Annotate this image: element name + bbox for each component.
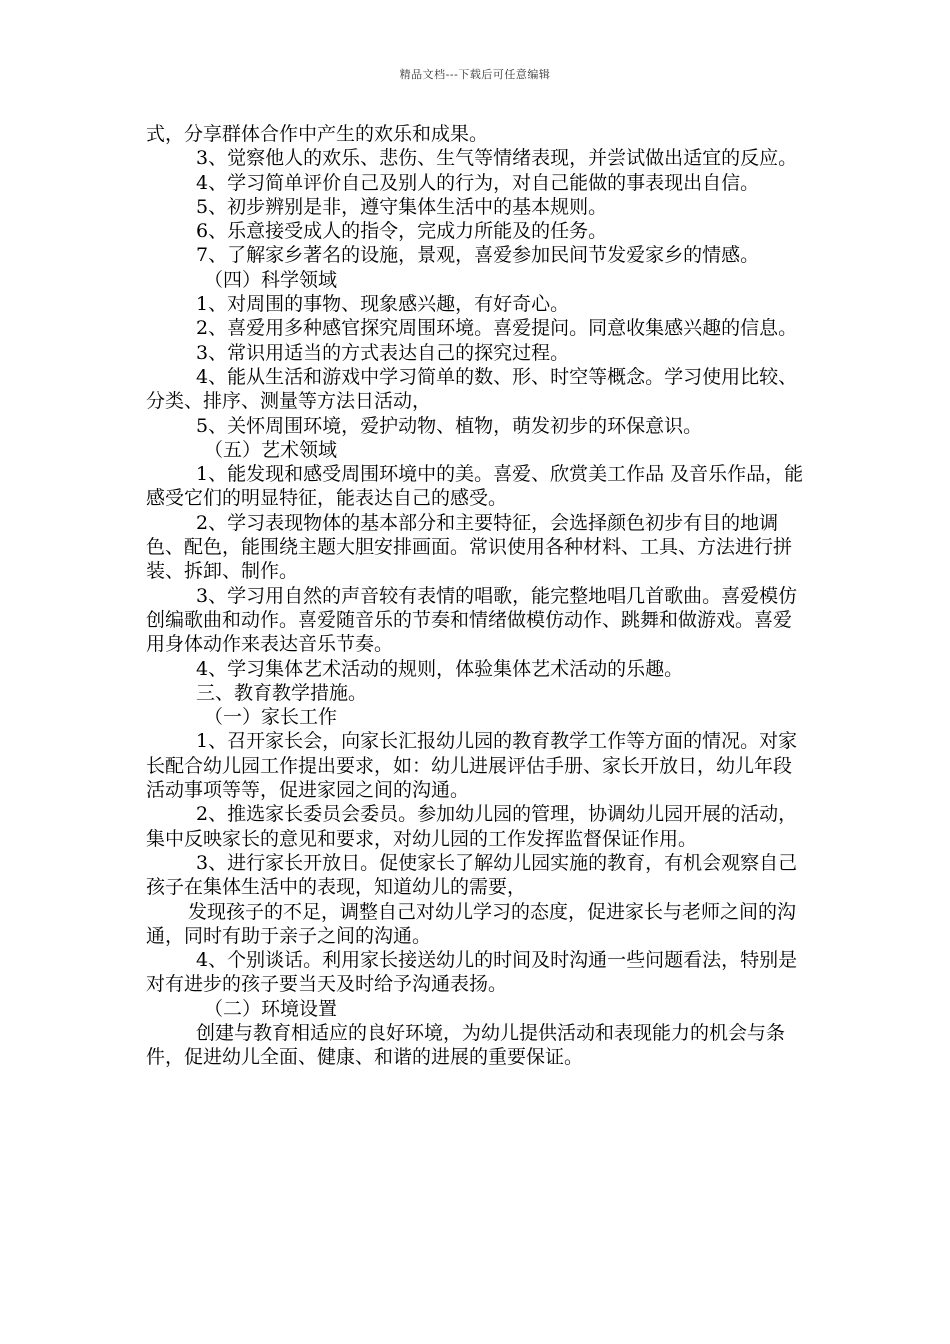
paragraph: 式，分享群体合作中产生的欢乐和成果。 — [146, 123, 489, 145]
paragraph: 3、进行家长开放日。促使家长了解幼儿园实施的教育，有机会观察自己孩子在集体生活中的表现，知道幼儿的需要， — [146, 851, 798, 899]
paragraph: 1、对周围的事物、现象感兴趣，有好奇心。 — [196, 293, 570, 316]
paragraph: 4、能从生活和游戏中学习简单的数、形、时空等概念。学习使用比较、分类、排序、测量等方法日活动， — [146, 365, 798, 413]
section-heading: （二）环境设置 — [204, 997, 338, 1020]
paragraph: 6、乐意接受成人的指令，完成力所能及的任务。 — [196, 220, 608, 243]
paragraph: 2、推选家长委员会委员。参加幼儿园的管理，协调幼儿园开展的活动，集中反映家长的意见和要求，对幼儿园的工作发挥监督保证作用。 — [146, 803, 798, 850]
paragraph: 创建与教育相适应的良好环境，为幼儿提供活动和表现能力的机会与条件，促进幼儿全面、健康、和谐的进展的重要保证。 — [146, 1021, 786, 1069]
paragraph: 1、能发现和感受周围环境中的美。喜爱、欣赏美工作品 及音乐作品，能感受它们的明显特征，能表达自己的感受。 — [146, 463, 804, 510]
section-heading: （五）艺术领域 — [204, 438, 338, 461]
paragraph: 2、喜爱用多种感官探究周围环境。喜爱提问。同意收集感兴趣的信息。 — [196, 317, 798, 340]
paragraph: 2、学习表现物体的基本部分和主要特征，会选择颜色初步有目的地调色、配色，能围绕主题大胆安排画面。常识使用各种材料、工具、方法进行拼装、拆卸、制作。 — [146, 511, 793, 583]
paragraph: 发现孩子的不足，调整自己对幼儿学习的态度，促进家长与老师之间的沟通，同时有助于亲子之间的沟通。 — [146, 900, 797, 947]
document-body — [146, 122, 806, 1070]
paragraph: 4、学习简单评价自己及别人的行为，对自己能做的事表现出自信。 — [196, 171, 760, 194]
paragraph: 4、学习集体艺术活动的规则，体验集体艺术活动的乐趣。 — [196, 657, 684, 680]
paragraph: 5、初步辨别是非，遵守集体生活中的基本规则。 — [196, 195, 608, 218]
paragraph: 5、关怀周围环境，爱护动物、植物，萌发初步的环保意识。 — [196, 414, 703, 437]
paragraph: 3、学习用自然的声音较有表情的唱歌，能完整地唱几首歌曲。喜爱模仿创编歌曲和动作。喜爱随音乐的节奏和情绪做模仿动作、跳舞和做游戏。喜爱用身体动作来表达音乐节奏。 — [146, 584, 798, 656]
page-header: 精品文档---下载后可任意编辑 — [399, 68, 551, 81]
paragraph: 3、觉察他人的欢乐、悲伤、生气等情绪表现，并尝试做出适宜的反应。 — [196, 147, 798, 170]
section-heading: （四）科学领域 — [204, 268, 338, 291]
paragraph: 4、个别谈话。利用家长接送幼儿的时间及时沟通一些问题看法，特别是对有进步的孩子要当天及时给予沟通表扬。 — [146, 949, 798, 996]
section-heading: 三、教育教学措施。 — [196, 681, 368, 704]
paragraph: 1、召开家长会，向家长汇报幼儿园的教育教学工作等方面的情况。对家长配合幼儿园工作提出要求，如：幼儿进展评估手册、家长开放日，幼儿年段活动事项等等，促进家园之间的沟通。 — [146, 730, 798, 802]
section-heading: （一）家长工作 — [204, 706, 338, 729]
paragraph: 3、常识用适当的方式表达自己的探究过程。 — [196, 341, 570, 364]
paragraph: 7、了解家乡著名的设施，景观，喜爱参加民间节发爱家乡的情感。 — [196, 244, 760, 267]
